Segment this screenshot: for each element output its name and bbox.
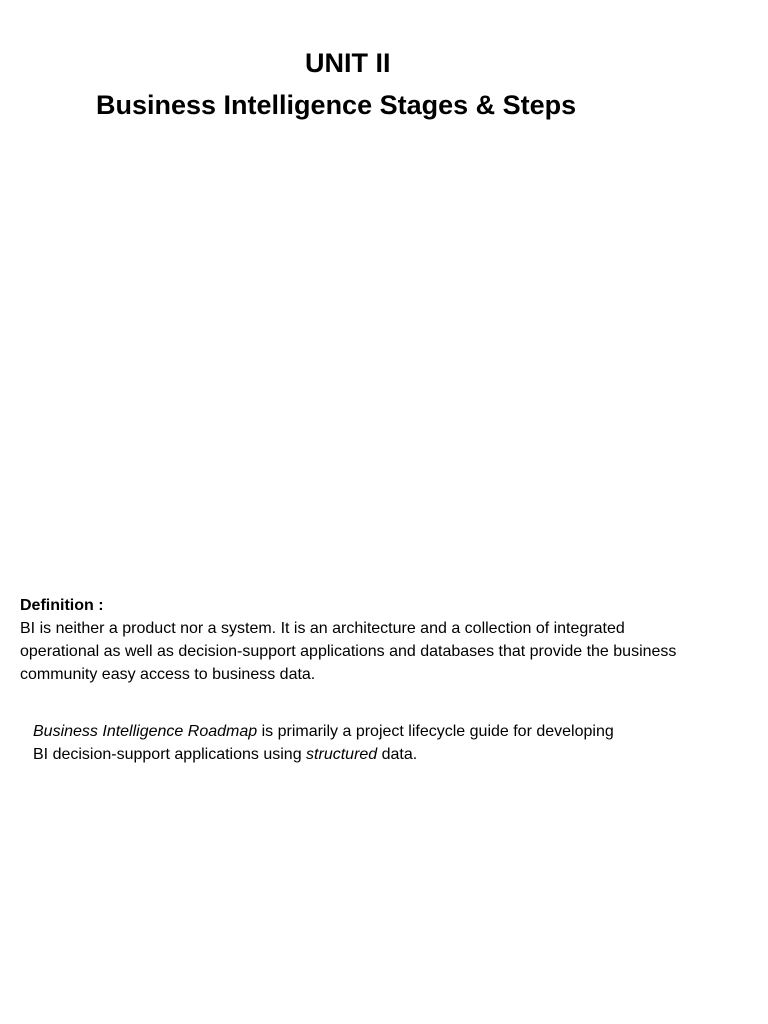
- roadmap-line-2: [33, 743, 733, 766]
- structured-term: structured: [306, 746, 378, 763]
- roadmap-term: Business Intelligence Roadmap: [33, 723, 258, 740]
- page-title: Business Intelligence Stages & Steps: [96, 90, 577, 120]
- roadmap-line-2-end: data.: [377, 746, 418, 763]
- definition-line-3: community easy access to business data.: [20, 666, 316, 683]
- definition-heading: Definition :: [20, 597, 104, 614]
- unit-heading: UNIT II: [305, 48, 391, 78]
- roadmap-line-2-start: BI decision-support applications using: [33, 746, 307, 763]
- roadmap-section: [33, 720, 733, 766]
- definition-line-2: operational as well as decision-support applications and databases that provide the business: [20, 643, 677, 660]
- definition-line-1: BI is neither a product nor a system. It is an architecture and a collection of integrated: [20, 620, 625, 637]
- definition-section: [20, 594, 760, 686]
- roadmap-line-1-text: is primarily a project lifecycle guide for developing: [257, 723, 614, 740]
- roadmap-line-1: [33, 720, 733, 743]
